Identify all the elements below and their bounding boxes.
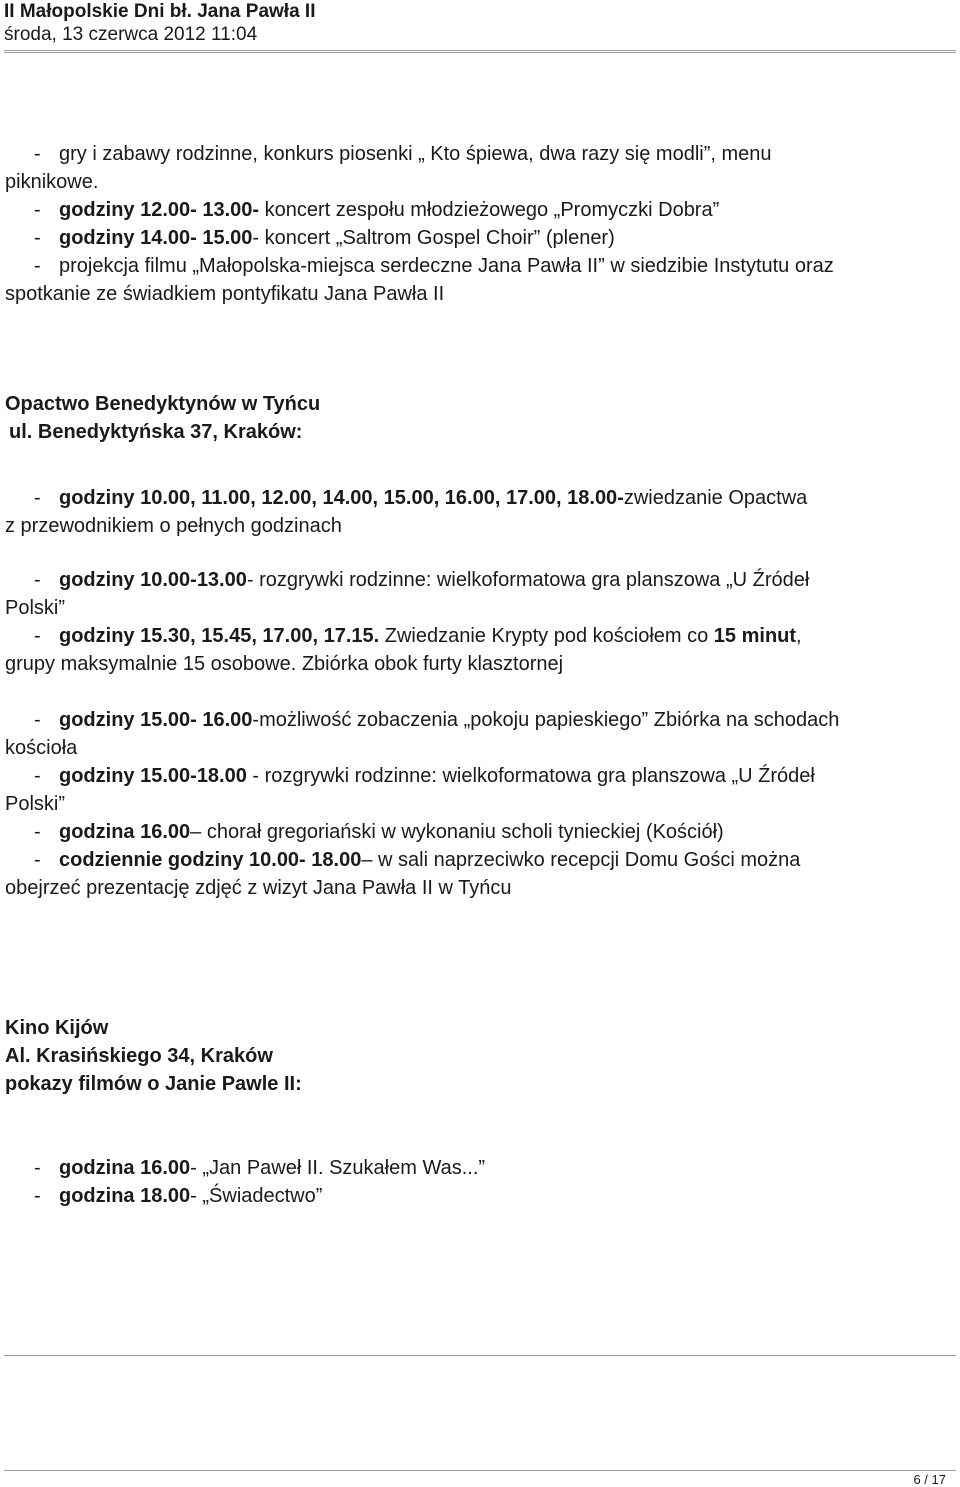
dash: - bbox=[34, 143, 41, 165]
dash: - bbox=[34, 709, 41, 731]
header-title: II Małopolskie Dni bł. Jana Pawła II bbox=[4, 1, 316, 22]
list-item-cont: Polski” bbox=[5, 793, 66, 815]
list-item bbox=[5, 1154, 945, 1182]
list-item-cont: piknikowe. bbox=[5, 171, 99, 193]
header-divider bbox=[4, 50, 956, 51]
item-text: – chorał gregoriański w wykonaniu scholi tynieckiej (Kościół) bbox=[190, 821, 724, 843]
item-time: godziny 10.00, 11.00, 12.00, 14.00, 15.00, 16.00, 17.00, 18.00- bbox=[59, 487, 624, 509]
dash: - bbox=[34, 199, 41, 221]
dash: - bbox=[34, 1157, 41, 1179]
item-text: zwiedzanie Opactwa bbox=[623, 487, 808, 509]
list-item bbox=[5, 566, 945, 594]
dash: - bbox=[34, 1185, 41, 1207]
list-item bbox=[5, 762, 945, 790]
item-text: - „Świadectwo” bbox=[190, 1185, 323, 1207]
item-text: - rozgrywki rodzinne: wielkoformatowa gra planszowa „U Źródeł bbox=[246, 765, 815, 787]
venue-name: Opactwo Benedyktynów w Tyńcu bbox=[5, 393, 321, 415]
item-text: – w sali naprzeciwko recepcji Domu Gości można bbox=[361, 849, 801, 871]
item-time: godziny 10.00-13.00 bbox=[59, 569, 247, 591]
footer-divider bbox=[4, 1355, 956, 1356]
dash: - bbox=[34, 255, 41, 277]
list-item-cont: spotkanie ze świadkiem pontyfikatu Jana Pawła II bbox=[5, 283, 445, 305]
item-text: projekcja filmu „Małopolska-miejsca serdeczne Jana Pawła II” w siedzibie Instytutu oraz bbox=[59, 255, 834, 277]
list-item-cont: grupy maksymalnie 15 osobowe. Zbiórka obok furty klasztornej bbox=[5, 653, 564, 675]
list-item bbox=[5, 622, 945, 650]
header-date: środa, 13 czerwca 2012 11:04 bbox=[4, 24, 258, 45]
item-text: -możliwość zobaczenia „pokoju papieskiego” Zbiórka na schodach bbox=[252, 709, 840, 731]
venue-address: Al. Krasińskiego 34, Kraków bbox=[5, 1045, 273, 1067]
list-item-cont: z przewodnikiem o pełnych godzinach bbox=[5, 515, 342, 537]
page-header bbox=[4, 0, 315, 46]
list-item bbox=[5, 140, 945, 168]
list-item bbox=[5, 846, 945, 874]
item-time: godzina 16.00 bbox=[59, 821, 191, 843]
list-item-cont: kościoła bbox=[5, 737, 78, 759]
item-time: godzina 16.00 bbox=[59, 1157, 191, 1179]
item-time: godziny 15.00- 16.00 bbox=[59, 709, 253, 731]
list-item bbox=[5, 252, 945, 280]
footer-divider-2 bbox=[4, 1470, 956, 1471]
list-item-cont: Polski” bbox=[5, 597, 66, 619]
header-divider-2 bbox=[4, 52, 956, 53]
article-body bbox=[5, 140, 945, 1210]
list-item bbox=[5, 224, 945, 252]
item-text: , bbox=[796, 625, 802, 647]
item-time: godziny 15.00-18.00 bbox=[59, 765, 247, 787]
dash: - bbox=[34, 569, 41, 591]
item-text: - koncert „Saltrom Gospel Choir” (plener) bbox=[252, 227, 615, 249]
dash: - bbox=[34, 849, 41, 871]
item-text: - „Jan Paweł II. Szukałem Was...” bbox=[190, 1157, 486, 1179]
item-text: gry i zabawy rodzinne, konkurs piosenki „ Kto śpiewa, dwa razy się modli”, menu bbox=[59, 143, 772, 165]
list-item bbox=[5, 818, 945, 846]
list-item bbox=[5, 1182, 945, 1210]
dash: - bbox=[34, 821, 41, 843]
dash: - bbox=[34, 227, 41, 249]
item-time: godziny 12.00- 13.00- bbox=[59, 199, 260, 221]
dash: - bbox=[34, 765, 41, 787]
dash: - bbox=[34, 487, 41, 509]
item-emphasis: 15 minut bbox=[713, 625, 797, 647]
venue-name: Kino Kijów bbox=[5, 1017, 109, 1039]
list-item-cont: obejrzeć prezentację zdjęć z wizyt Jana Pawła II w Tyńcu bbox=[5, 877, 512, 899]
item-text: koncert zespołu młodzieżowego „Promyczki Dobra” bbox=[259, 199, 720, 221]
list-item bbox=[5, 196, 945, 224]
item-time: godzina 18.00 bbox=[59, 1185, 191, 1207]
dash: - bbox=[34, 625, 41, 647]
list-item bbox=[5, 706, 945, 734]
venue-address: ul. Benedyktyńska 37, Kraków: bbox=[9, 421, 303, 443]
list-item bbox=[5, 484, 945, 512]
item-time: codziennie godziny 10.00- 18.00 bbox=[59, 849, 362, 871]
item-text: - rozgrywki rodzinne: wielkoformatowa gra planszowa „U Źródeł bbox=[246, 569, 810, 591]
item-text: Zwiedzanie Krypty pod kościołem co bbox=[379, 625, 714, 647]
item-time: godziny 15.30, 15.45, 17.00, 17.15. bbox=[59, 625, 380, 647]
page-number: 6 / 17 bbox=[913, 1472, 946, 1487]
venue-subtitle: pokazy filmów o Janie Pawle II: bbox=[5, 1073, 302, 1095]
item-time: godziny 14.00- 15.00 bbox=[59, 227, 253, 249]
